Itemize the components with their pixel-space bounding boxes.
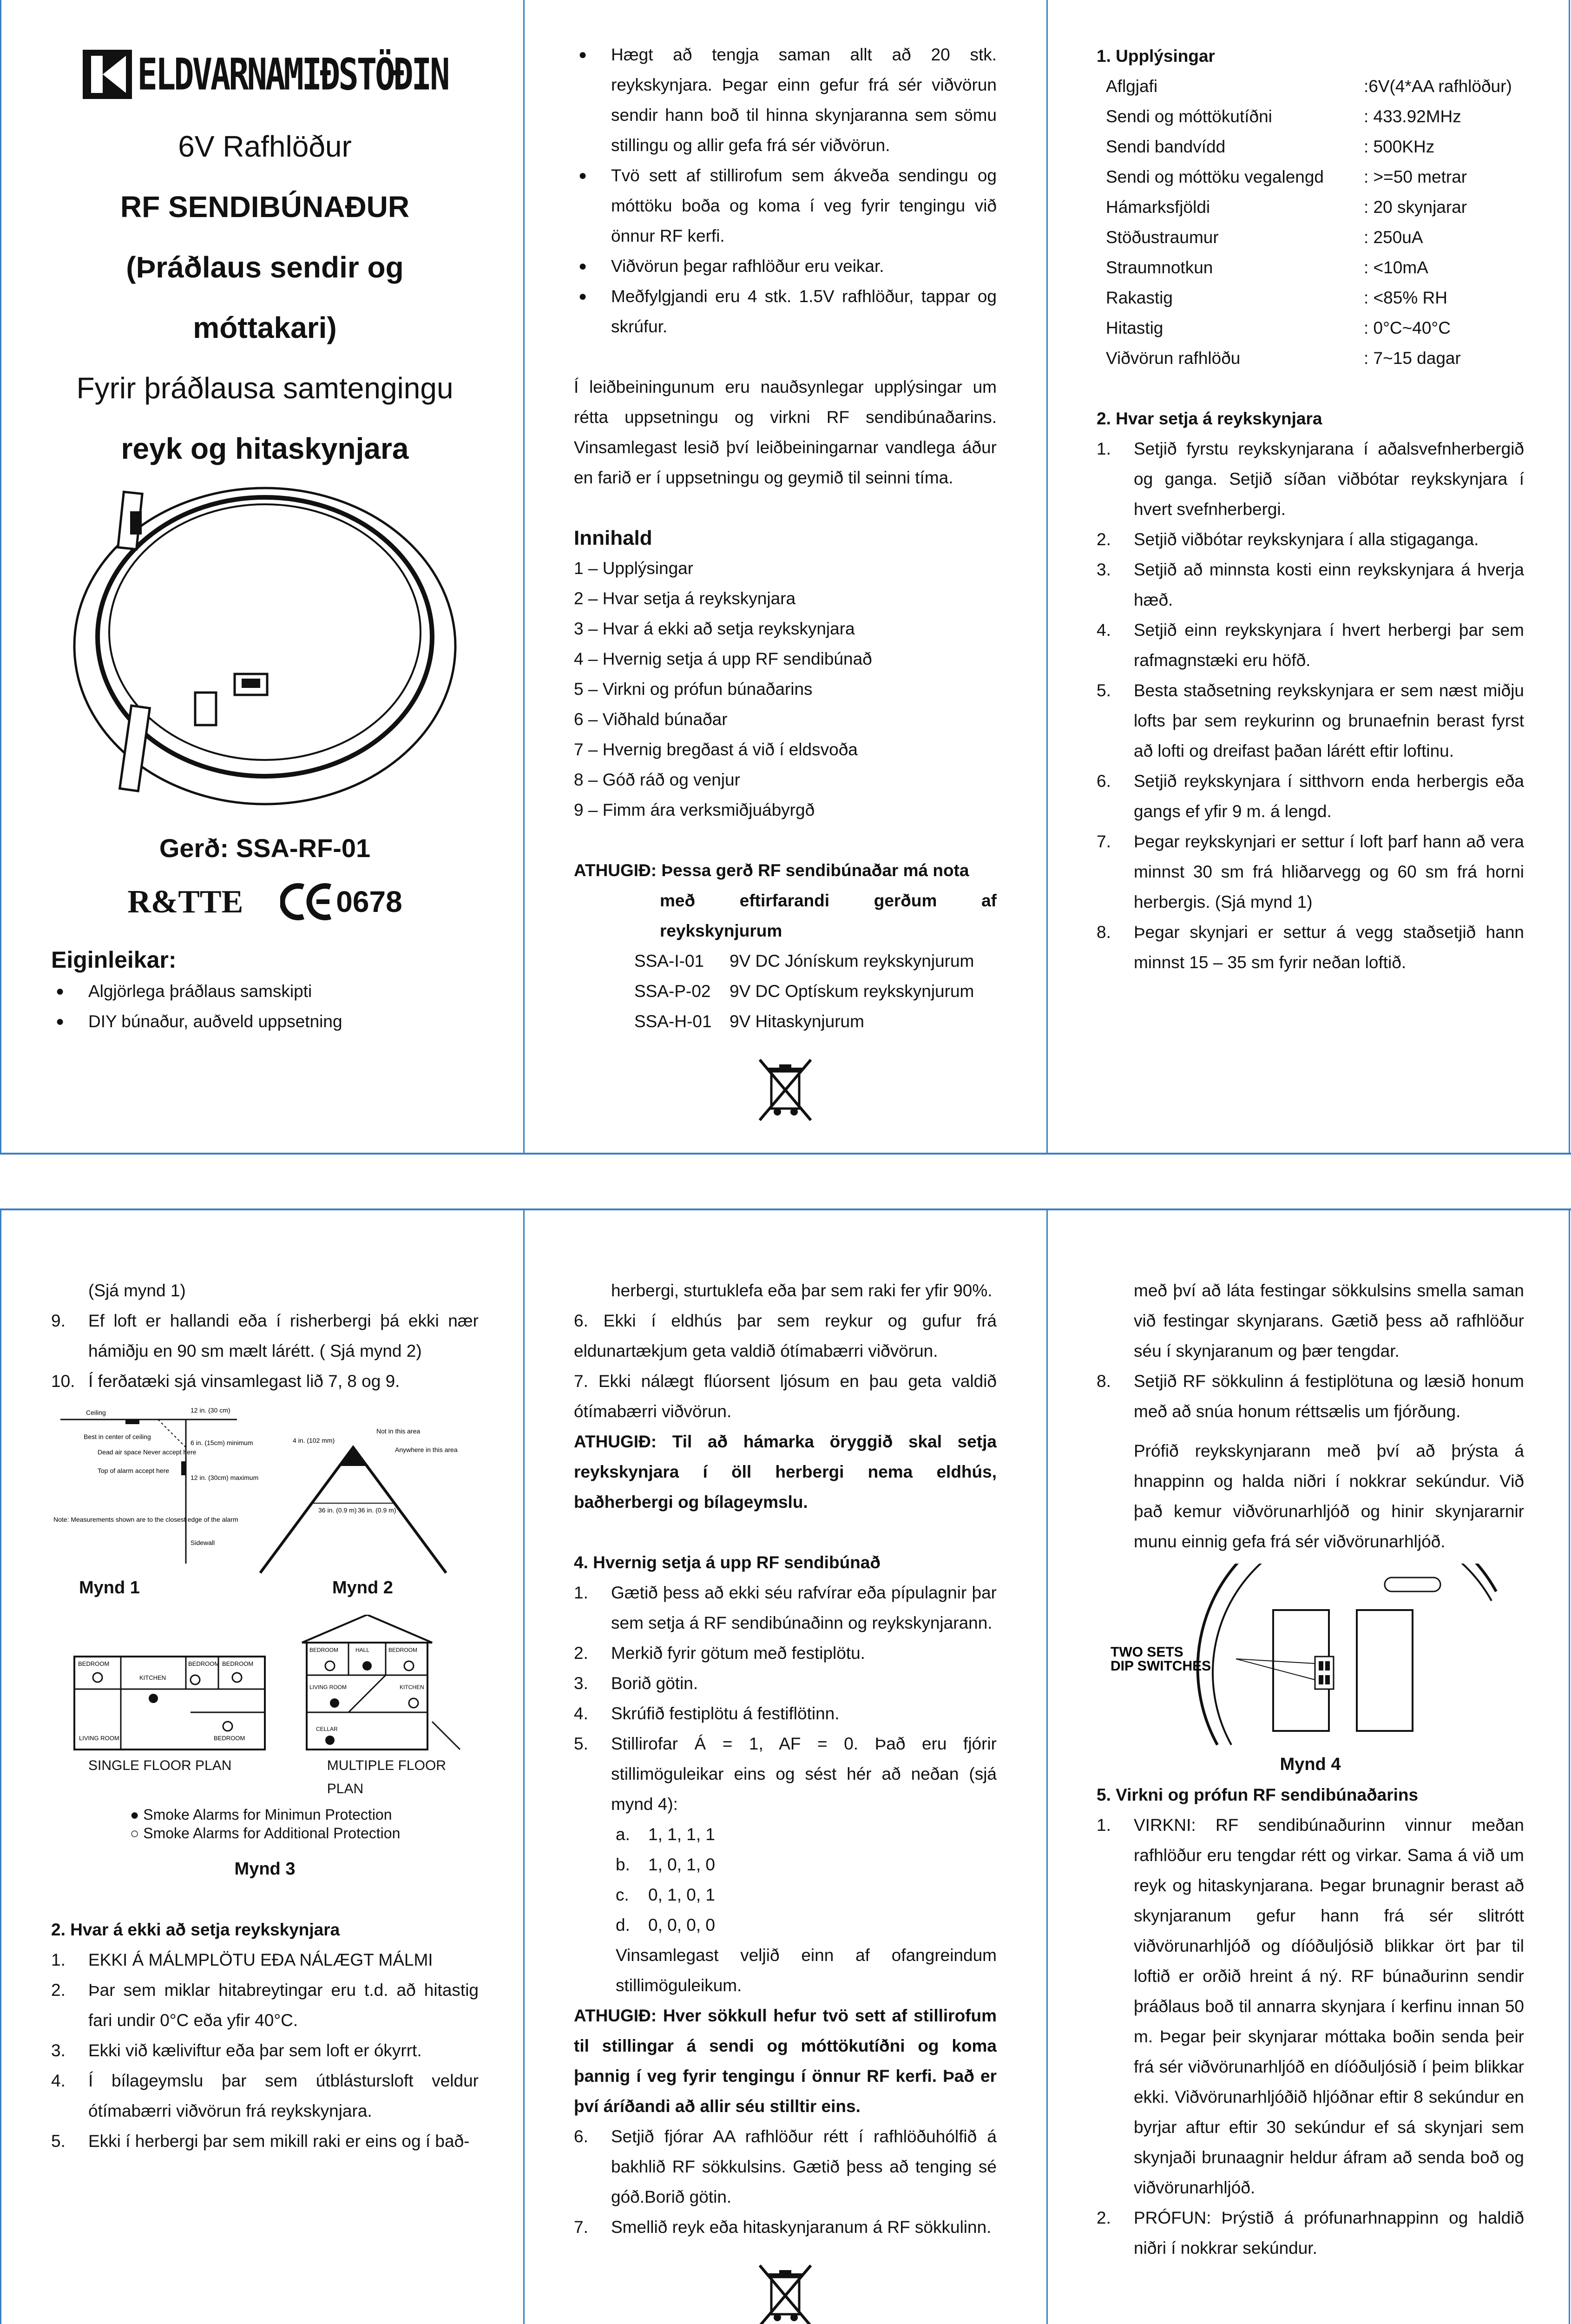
contents-item: 1 – Upplýsingar bbox=[574, 559, 694, 578]
spec-value: : 20 skynjarar bbox=[1364, 198, 1467, 217]
room-label: LIVING ROOM bbox=[309, 1684, 347, 1690]
room-label: BEDROOM bbox=[214, 1735, 245, 1742]
where-item: 5. Besta staðsetning reykskynjara er sem næst miðju lofts þar sem reykurinn og brunaefnin berast fyrst að lofti og dreifast þaðan lárétt eftir loftinu. bbox=[1097, 681, 1524, 760]
bottom-sheet bbox=[0, 1208, 1571, 2324]
weee-symbol bbox=[574, 1055, 997, 1134]
panel-divider bbox=[1569, 1210, 1570, 2324]
contents-title: Innihald bbox=[574, 527, 652, 549]
spec-key: Stöðustraumur bbox=[1106, 228, 1219, 247]
cover-title-4: móttakari) bbox=[193, 311, 337, 344]
fig1-label: 6 in. (15cm) minimum bbox=[191, 1439, 253, 1446]
fig1-label: Note: Measurements shown are to the closest edge of the alarm bbox=[53, 1516, 238, 1523]
features-title: Eiginleikar: bbox=[51, 947, 177, 973]
cover-title-5: Fyrir þráðlausa samtengingu bbox=[76, 371, 454, 405]
cover-title-2: RF SENDIBÚNAÐUR bbox=[120, 190, 410, 224]
compat-note-line3: reykskynjurum bbox=[660, 921, 782, 940]
install-step: 2. Merkið fyrir götum með festiplötu. bbox=[574, 1644, 865, 1663]
function-item: 2. PRÓFUN: Þrýstið á prófunarhnappinn og haldið niðri í nokkrar sekúndur. bbox=[1097, 2208, 1524, 2258]
notwhere-title: 2. Hvar á ekki að setja reykskynjara bbox=[51, 1920, 340, 1939]
spec-row bbox=[1097, 192, 1524, 222]
spec-row bbox=[1097, 252, 1524, 283]
spec-value: : 500KHz bbox=[1364, 137, 1435, 156]
multiple-floor-caption: MULTIPLE FLOOR PLAN bbox=[327, 1758, 446, 1796]
dip-label-1: TWO SETS bbox=[1111, 1644, 1183, 1660]
model-desc: 9V DC Optískum reykskynjurum bbox=[730, 982, 974, 1001]
spec-value: : 433.92MHz bbox=[1364, 107, 1461, 126]
spec-row bbox=[1097, 71, 1524, 101]
spec-value: : 250uA bbox=[1364, 228, 1423, 247]
panel-divider bbox=[523, 1210, 525, 2324]
compat-note-line1: ATHUGIÐ: Þessa gerð RF sendibúnaðar má nota bbox=[574, 861, 969, 880]
model-code: SSA-P-02 bbox=[634, 982, 711, 1001]
room-label: BEDROOM bbox=[309, 1647, 339, 1653]
where-item: 4. Setjið einn reykskynjara í hvert herbergi þar sem rafmagnstæki eru höfð. bbox=[1097, 621, 1524, 670]
dip-option: a. 1, 1, 1, 1 bbox=[616, 1825, 715, 1844]
model-desc: 9V DC Jónískum reykskynjurum bbox=[730, 951, 974, 971]
panel-divider bbox=[1046, 0, 1048, 1153]
warning-note: ATHUGIÐ: Til að hámarka öryggið skal setja reykskynjara í öll herbergi nema eldhús, baðherbergi og bílageymslu. bbox=[574, 1432, 997, 1512]
figure-4-caption: Mynd 4 bbox=[1280, 1755, 1341, 1774]
spec-row bbox=[1097, 162, 1524, 192]
feature-bullet: ● Hægt að tengja saman allt að 20 stk. reykskynjara. Þegar einn gefur frá sér viðvörun sendir hann boð til hinna skynjaranna sem sömu stillingu og allir gefa frá sér viðvörun. bbox=[574, 40, 997, 160]
intro-paragraph: Í leiðbeiningunum eru nauðsynlegar upplýsingar um rétta uppsetningu og virkni RF sendibúnaðarins. Vinsamlegast lesið því leiðbeiningarnar vandlega áður en farið er í uppsetningu og geymið til seinni tíma. bbox=[574, 377, 997, 487]
fig2-label: Anywhere in this area bbox=[395, 1446, 458, 1453]
placement-item: 10. Í ferðatæki sjá vinsamlegast lið 7, 8 og 9. bbox=[51, 1372, 400, 1391]
dip-switch-illustration bbox=[1097, 1564, 1524, 1750]
install-step: 3. Borið götin. bbox=[574, 1674, 698, 1693]
spec-row bbox=[1097, 283, 1524, 313]
panel-divider bbox=[0, 0, 1, 1153]
ce-icon bbox=[280, 883, 336, 920]
fig1-label: 12 in. (30cm) maximum bbox=[191, 1474, 259, 1481]
room-label: KITCHEN bbox=[400, 1684, 424, 1690]
spec-value: : <10mA bbox=[1364, 258, 1428, 277]
spec-value: : <85% RH bbox=[1364, 288, 1447, 307]
fig2-label: Not in this area bbox=[376, 1427, 421, 1435]
fig1-label: 12 in. (30 cm) bbox=[191, 1406, 230, 1414]
spec-row bbox=[1097, 222, 1524, 252]
model-code: SSA-H-01 bbox=[634, 1012, 712, 1031]
notwhere-item: 5. Ekki í herbergi þar sem mikill raki er eins og í bað- bbox=[51, 2132, 470, 2151]
figure-captions-row bbox=[51, 1573, 479, 1603]
spec-row bbox=[1097, 343, 1524, 373]
contents-item: 2 – Hvar setja á reykskynjara bbox=[574, 589, 796, 608]
device-illustration bbox=[51, 483, 479, 818]
legend-min-protection: ● Smoke Alarms for Minimun Protection bbox=[130, 1806, 392, 1823]
fig1-label: Dead air space Never accept here bbox=[98, 1448, 197, 1456]
test-paragraph: Prófið reykskynjarann með því að þrýsta á hnappinn og halda niðri í nokkrar sekúndur. Við það kemur viðvörunarhljóð og hinir skynjararnir munu einnig gefa frá sér viðvörunarhljóð. bbox=[1134, 1441, 1524, 1551]
feature-bullet: ● Viðvörun þegar rafhlöður eru veikar. bbox=[574, 251, 997, 281]
where-item: 7. Þegar reykskynjari er settur í loft þarf hann að vera minnst 30 sm frá hliðarvegg og 60 sm frá horni herbergis. (Sjá mynd 1) bbox=[1097, 832, 1524, 911]
where-item: 1. Setjið fyrstu reykskynjarana í aðalsvefnherbergið og ganga. Setjið síðan viðbótar reykskynjara í hvert svefnherbergi. bbox=[1097, 439, 1524, 519]
spec-key: Straumnotkun bbox=[1106, 258, 1213, 277]
spec-key: Hitastig bbox=[1106, 318, 1163, 337]
contents-item: 4 – Hvernig setja á upp RF sendibúnað bbox=[574, 649, 872, 668]
figure-2-sloped-ceiling-diagram bbox=[260, 1427, 458, 1573]
feature-item: ● Algjörlega þráðlaus samskipti bbox=[51, 976, 479, 1006]
contents-item: 3 – Hvar á ekki að setja reykskynjara bbox=[574, 619, 855, 638]
panel-features-contents bbox=[574, 40, 997, 1134]
crossed-bin-icon bbox=[755, 2261, 815, 2324]
room-label: BEDROOM bbox=[222, 1660, 254, 1667]
install-step: 8. Setjið RF sökkulinn á festiplötuna og læsið honum með að snúa honum réttsælis um fjórðung. bbox=[1097, 1372, 1524, 1421]
figure-2-caption: Mynd 2 bbox=[332, 1578, 393, 1598]
dip-label-2: DIP SWITCHES bbox=[1111, 1658, 1211, 1674]
continued-text: með því að láta festingar sökkulsins smella saman við festingar skynjarans. Gætið þess að rafhlöður séu í skynjaranum og þær tengdar. bbox=[1134, 1281, 1524, 1360]
where-item: 6. Setjið reykskynjara í sitthvorn enda herbergis eða gangs ef yfir 9 m. á lengd. bbox=[1097, 772, 1524, 821]
panel-function bbox=[1097, 1275, 1524, 2263]
spec-key: Sendi og móttökutíðni bbox=[1106, 107, 1272, 126]
fig2-label: 4 in. (102 mm) bbox=[293, 1437, 335, 1444]
fig1-label: Sidewall bbox=[191, 1539, 215, 1546]
contents-item: 7 – Hvernig bregðast á við í eldsvoða bbox=[574, 740, 858, 759]
weee-symbol bbox=[574, 2261, 997, 2324]
spec-row bbox=[1097, 132, 1524, 162]
compat-model-row bbox=[574, 976, 997, 1006]
feature-bullet: ● Tvö sett af stillirofum sem ákveða sendingu og móttöku boða og koma í veg fyrir tengingu við önnur RF kerfi. bbox=[574, 160, 997, 251]
filled-circle-icon: ● bbox=[130, 1806, 139, 1823]
room-label: BEDROOM bbox=[388, 1647, 418, 1653]
ce-number: 0678 bbox=[336, 885, 402, 918]
brand-mark-icon bbox=[82, 49, 133, 100]
panel-divider bbox=[523, 0, 525, 1153]
single-floor-caption: SINGLE FLOOR PLAN bbox=[88, 1758, 232, 1773]
where-title: 2. Hvar setja á reykskynjara bbox=[1097, 409, 1322, 428]
contents-item: 6 – Viðhald búnaðar bbox=[574, 710, 728, 729]
legend-additional-protection: ○ Smoke Alarms for Additional Protection bbox=[130, 1825, 401, 1842]
model-desc: 9V Hitaskynjurum bbox=[730, 1012, 864, 1031]
fig1-label: Ceiling bbox=[86, 1409, 106, 1416]
spec-key: Viðvörun rafhlöðu bbox=[1106, 349, 1241, 368]
feature-bullet: ● Meðfylgjandi eru 4 stk. 1.5V rafhlöður, tappar og skrúfur. bbox=[574, 281, 997, 342]
panel-divider bbox=[1046, 1210, 1048, 2324]
panel-installation bbox=[574, 1275, 997, 2324]
spec-title: 1. Upplýsingar bbox=[1097, 46, 1215, 66]
dip-option: c. 0, 1, 0, 1 bbox=[616, 1885, 715, 1904]
certifications bbox=[51, 883, 479, 920]
spec-key: Hámarksfjöldi bbox=[1106, 198, 1210, 217]
top-sheet bbox=[0, 0, 1571, 1155]
function-title: 5. Virkni og prófun RF sendibúnaðarins bbox=[1097, 1785, 1419, 1804]
install-title: 4. Hvernig setja á upp RF sendibúnað bbox=[574, 1553, 881, 1572]
cover-title-3: (Þráðlaus sendir og bbox=[126, 251, 404, 284]
spec-row bbox=[1097, 101, 1524, 132]
spec-key: Aflgjafi bbox=[1106, 77, 1158, 96]
figure-1-ceiling-diagram bbox=[53, 1406, 258, 1564]
placement-item: 9. Ef loft er hallandi eða í risherbergi þá ekki nær hámiðju en 90 sm mælt lárétt. ( Sjá mynd 2) bbox=[51, 1311, 479, 1360]
room-label: HALL bbox=[355, 1647, 370, 1653]
notwhere-item: 7. Ekki nálægt flúorsent ljósum en þau geta valdið ótímabærri viðvörun. bbox=[574, 1372, 997, 1421]
fig2-label: 36 in. (0.9 m) bbox=[318, 1506, 357, 1514]
room-label: BEDROOM bbox=[78, 1660, 110, 1667]
spec-row bbox=[1097, 313, 1524, 343]
figure-1-caption: Mynd 1 bbox=[79, 1578, 140, 1598]
notwhere-item: 3. Ekki við kæliviftur eða þar sem loft er ókyrrt. bbox=[51, 2041, 422, 2060]
single-floor-plan bbox=[74, 1657, 265, 1750]
plan-captions-row bbox=[51, 1754, 479, 1801]
room-label: KITCHEN bbox=[139, 1674, 166, 1681]
spec-key: Sendi bandvídd bbox=[1106, 137, 1226, 156]
plan-legend bbox=[51, 1805, 479, 1842]
compat-model-row bbox=[574, 946, 997, 976]
install-step: 1. Gætið þess að ekki séu rafvírar eða pípulagnir þar sem setja á RF sendibúnaðinn og reykskynjarann. bbox=[574, 1583, 997, 1632]
notwhere-item: 2. Þar sem miklar hitabreytingar eru t.d. að hitastig fari undir 0°C eða yfir 40°C. bbox=[51, 1981, 479, 2030]
room-label: CELLAR bbox=[316, 1726, 338, 1732]
contents-item: 5 – Virkni og prófun búnaðarins bbox=[574, 680, 813, 699]
install-step: 7. Smellið reyk eða hitaskynjaranum á RF sökkulinn. bbox=[574, 2218, 992, 2237]
install-step: 4. Skrúfið festiplötu á festiflötinn. bbox=[574, 1704, 840, 1723]
warning-note: ATHUGIÐ: Hver sökkull hefur tvö sett af stillirofum til stillingar á sendi og móttökutíðni og koma þannig í veg fyrir tengingu í önnur RF kerfi. Það er því áríðandi að allir séu stilltir eins. bbox=[574, 2006, 997, 2116]
mounting-diagrams bbox=[51, 1406, 479, 1578]
panel-divider bbox=[0, 1210, 1, 2324]
contents-item: 8 – Góð ráð og venjur bbox=[574, 770, 740, 789]
brand-logo bbox=[51, 44, 479, 105]
multiple-floor-plan bbox=[302, 1615, 460, 1750]
where-item: 2. Setjið viðbótar reykskynjara í alla stigaganga. bbox=[1097, 530, 1479, 549]
dip-choose-text: Vinsamlegast veljið einn af ofangreindum stillimöguleikum. bbox=[616, 1946, 997, 1995]
crossed-bin-icon bbox=[755, 1055, 815, 1125]
open-circle-icon: ○ bbox=[130, 1825, 139, 1842]
spec-key: Sendi og móttöku vegalengd bbox=[1106, 167, 1324, 186]
room-label: BEDROOM bbox=[188, 1660, 220, 1667]
cover-title-6: reyk og hitaskynjara bbox=[121, 432, 409, 465]
contents-item: 9 – Fimm ára verksmiðjuábyrgð bbox=[574, 800, 815, 819]
cover-title-1: 6V Rafhlöður bbox=[178, 130, 352, 163]
notwhere-item: 1. EKKI Á MÁLMPLÖTU EÐA NÁLÆGT MÁLMI bbox=[51, 1950, 433, 1969]
where-item: 8. Þegar skynjari er settur á vegg staðsetjið hann minnst 15 – 35 sm fyrir neðan loftið. bbox=[1097, 923, 1524, 972]
figure-3-caption: Mynd 3 bbox=[234, 1859, 296, 1879]
continued-text: herbergi, sturtuklefa eða þar sem raki fer yfir 90%. bbox=[611, 1281, 993, 1300]
continued-text: (Sjá mynd 1) bbox=[88, 1281, 186, 1300]
rtte-mark: R&TTE bbox=[127, 884, 243, 920]
install-step: 6. Setjið fjórar AA rafhlöður rétt í rafhlöðuhólfið á bakhlið RF sökkulsins. Gætið þess að tenging sé góð.Borið götin. bbox=[574, 2127, 997, 2206]
spec-key: Rakastig bbox=[1106, 288, 1173, 307]
compat-note-line2: með eftirfarandi gerðum af bbox=[660, 891, 997, 910]
fig2-label: 36 in. (0.9 m) bbox=[358, 1506, 396, 1514]
floor-plans bbox=[51, 1615, 479, 1754]
panel-specs bbox=[1097, 41, 1524, 977]
panel-divider bbox=[1569, 0, 1570, 1153]
feature-item: ● DIY búnaður, auðveld uppsetning bbox=[51, 1006, 479, 1037]
fig1-label: Best in center of ceiling bbox=[84, 1433, 151, 1440]
notwhere-item: 4. Í bílageymslu þar sem útblástursloft veldur ótímabærri viðvörun frá reykskynjara. bbox=[51, 2071, 479, 2120]
spec-value: : 0°C~40°C bbox=[1364, 318, 1451, 337]
cover-panel bbox=[51, 44, 479, 1037]
compat-model-row bbox=[574, 1006, 997, 1037]
install-step: 5. Stillirofar Á = 1, AF = 0. Það eru fjórir stillimöguleikar eins og sést hér að neðan (sjá mynd 4): bbox=[574, 1734, 997, 1814]
function-item: 1. VIRKNI: RF sendibúnaðurinn vinnur meðan rafhlöður eru tengdar rétt og virkar. Sama á við um reyk og hitaskynjarana. Þegar brunagnir berast að skynjaranum gefur hann frá sér slitrótt viðvörunarhljóð og díóðuljósið blikkar ört þar til loftið er orðið hreint á ný. RF búnaðurinn sendir þráðlaus boð til annarra skynjara í kerfinu innan 50 m. Þegar þeir skynjarar móttaka boðin senda þeir frá sér viðvörunarhljóð en díóðuljósið í þeim blikkar ekki. Viðvörunarhljóðið hljóðnar eftir 8 sekúndur en byrjar aftur eftir 30 sekúndur ef sá skynjari sem skynjaði brunaagnir heldur áfram að senda boð og viðvörunarhljóð. bbox=[1097, 1816, 1524, 2197]
model-code: SSA-I-01 bbox=[634, 951, 704, 971]
fig1-label: Top of alarm accept here bbox=[98, 1467, 170, 1474]
where-item: 3. Setjið að minnsta kosti einn reykskynjara á hverja hæð. bbox=[1097, 560, 1524, 609]
dip-option: d. 0, 0, 0, 0 bbox=[616, 1915, 715, 1934]
model-number: Gerð: SSA-RF-01 bbox=[159, 833, 371, 863]
panel-placement bbox=[51, 1275, 479, 2156]
spec-value: : 7~15 dagar bbox=[1364, 349, 1461, 368]
spec-value: : >=50 metrar bbox=[1364, 167, 1467, 186]
room-label: LIVING ROOM bbox=[79, 1735, 119, 1742]
dip-option: b. 1, 0, 1, 0 bbox=[616, 1855, 715, 1874]
brand-name: ELDVARNAMIÐSTÖÐIN bbox=[137, 48, 448, 99]
ce-mark bbox=[280, 883, 402, 920]
spec-value: :6V(4*AA rafhlöður) bbox=[1364, 77, 1512, 96]
notwhere-item: 6. Ekki í eldhús þar sem reykur og gufur frá eldunartækjum geta valdið ótímabærri viðvörun. bbox=[574, 1311, 997, 1360]
